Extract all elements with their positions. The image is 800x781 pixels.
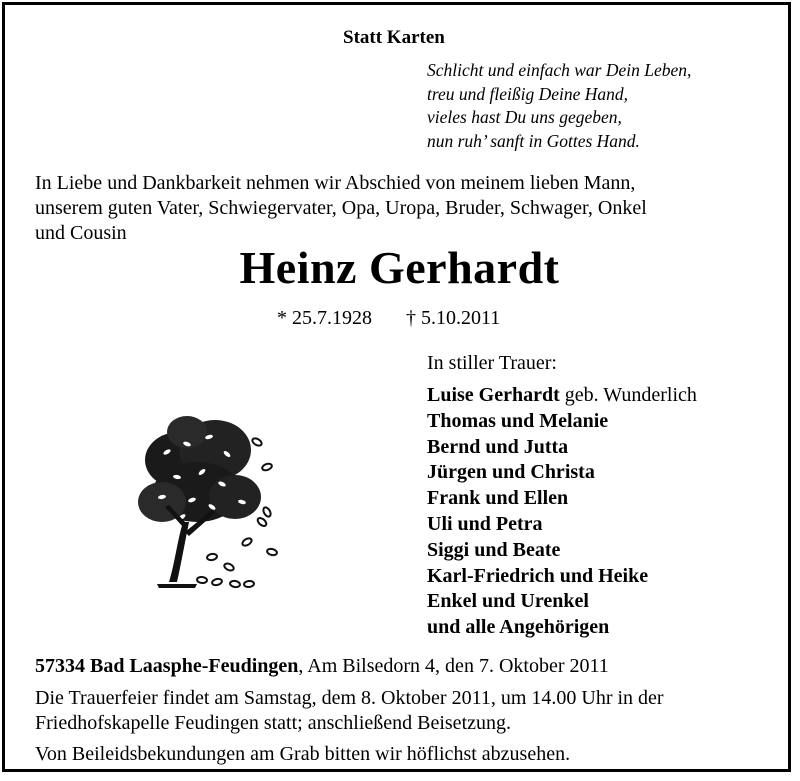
- poem-line: vieles hast Du uns gegeben,: [427, 107, 622, 127]
- intro-line: In Liebe und Dankbarkeit nehmen wir Abschied von meinem lieben Mann,: [35, 172, 636, 194]
- intro-text: [35, 171, 647, 246]
- mourner-widow: Luise Gerhardt: [427, 384, 560, 406]
- mourner-maiden-name: geb. Wunderlich: [559, 384, 697, 406]
- funeral-info: [35, 686, 664, 736]
- tree-foliage: [138, 416, 261, 522]
- obituary-notice: [2, 2, 791, 772]
- birth-date: * 25.7.1928: [277, 307, 372, 329]
- heading: Statt Karten: [343, 27, 445, 48]
- closing-note: Von Beileidsbekundungen am Grab bitten wir höflichst abzusehen.: [35, 743, 571, 765]
- mourner-line: Frank und Ellen: [427, 487, 569, 510]
- mourner-line: [427, 383, 697, 409]
- address-line: [35, 655, 609, 678]
- address-rest: , Am Bilsedorn 4, den 7. Oktober 2011: [298, 655, 609, 677]
- death-date: † 5.10.2011: [406, 307, 501, 329]
- intro-line: und Cousin: [35, 222, 127, 244]
- tree-illustration: [117, 392, 287, 592]
- mourner-line: und alle Angehörigen: [427, 616, 610, 639]
- mourners-list: [427, 383, 697, 641]
- mourners-label: In stiller Trauer:: [427, 352, 557, 374]
- mourner-line: Enkel und Urenkel: [427, 590, 589, 613]
- address-place: 57334 Bad Laasphe-Feudingen: [35, 655, 299, 677]
- mourner-line: Karl-Friedrich und Heike: [427, 564, 649, 587]
- mourner-line: Bernd und Jutta: [427, 435, 569, 458]
- deceased-name: Heinz Gerhardt: [239, 242, 560, 293]
- mourner-line: Thomas und Melanie: [427, 409, 609, 432]
- poem: [427, 59, 691, 153]
- funeral-info-line: Die Trauerfeier findet am Samstag, dem 8. Oktober 2011, um 14.00 Uhr in der: [35, 687, 664, 709]
- mourner-line: Uli und Petra: [427, 512, 543, 535]
- life-dates: [277, 307, 500, 330]
- intro-line: unserem guten Vater, Schwiegervater, Opa, Uropa, Bruder, Schwager, Onkel: [35, 197, 647, 219]
- poem-line: treu und fleißig Deine Hand,: [427, 83, 629, 104]
- mourner-line: Siggi und Beate: [427, 538, 561, 561]
- poem-line: Schlicht und einfach war Dein Leben,: [427, 60, 692, 80]
- poem-line: nun ruh’ sanft in Gottes Hand.: [427, 130, 640, 151]
- mourner-line: Jürgen und Christa: [427, 461, 595, 484]
- funeral-info-line: Friedhofskapelle Feudingen statt; anschließend Beisetzung.: [35, 712, 511, 734]
